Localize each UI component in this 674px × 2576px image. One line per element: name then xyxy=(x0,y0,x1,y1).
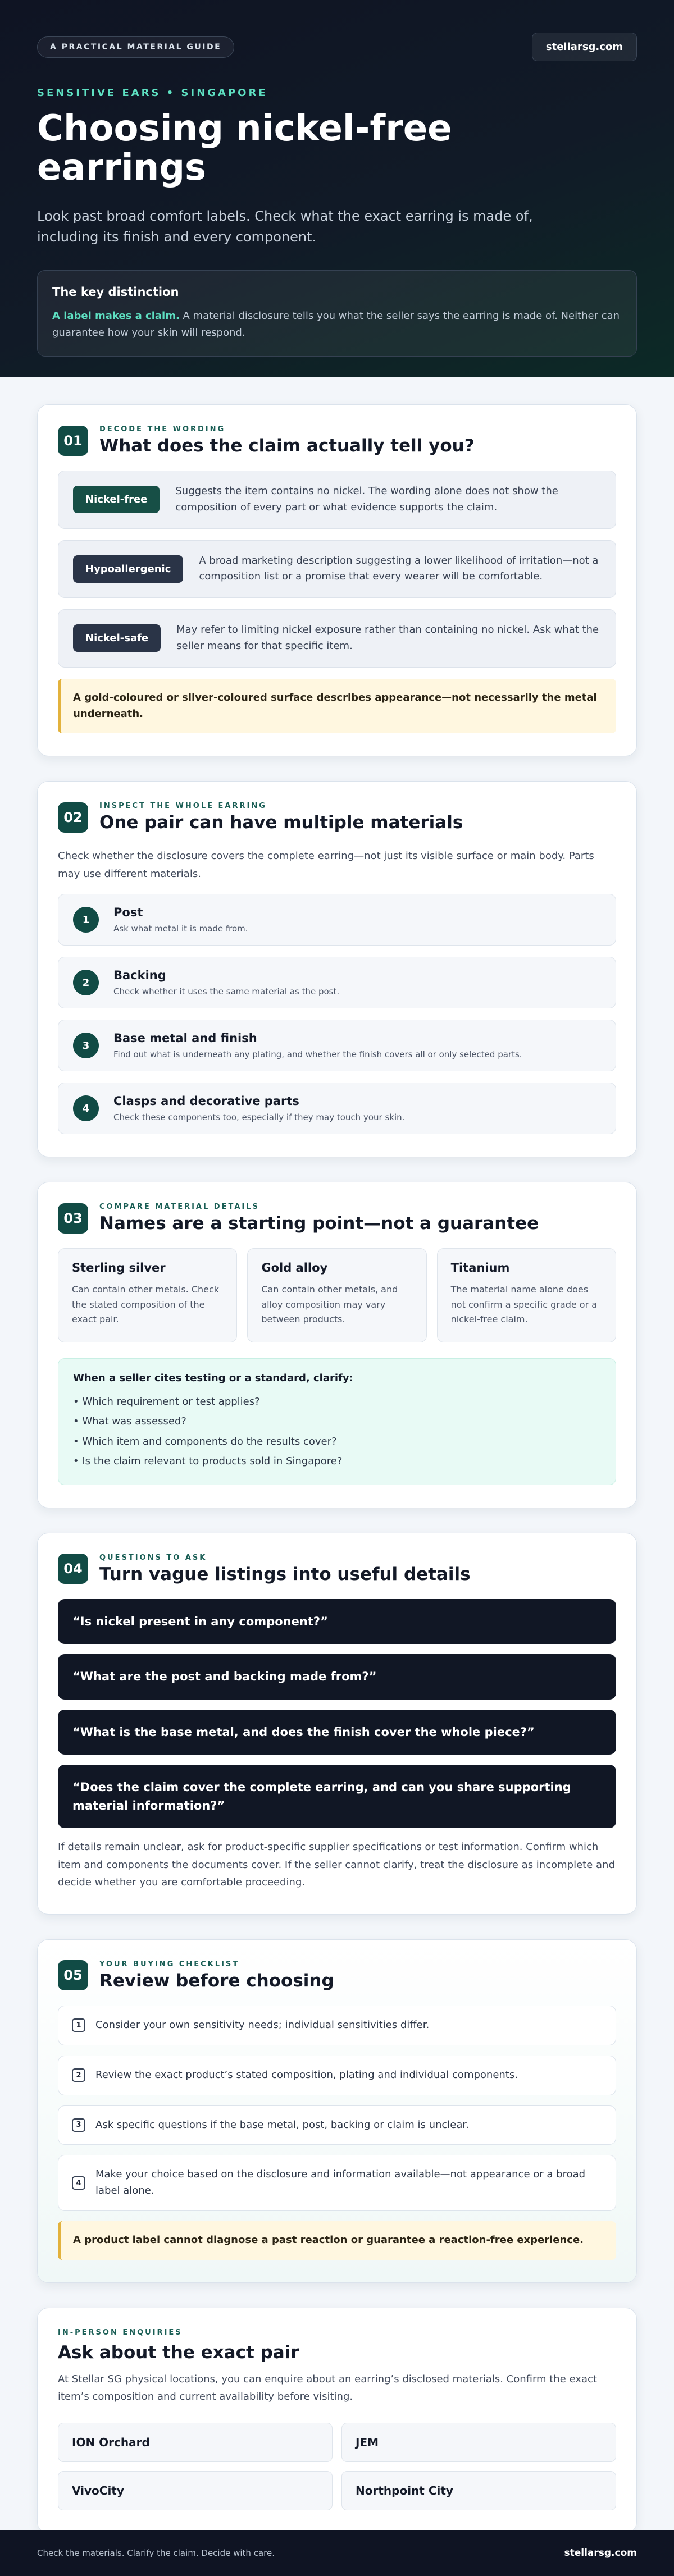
term-tag: Nickel-free xyxy=(73,486,160,513)
checkbox-icon[interactable]: 4 xyxy=(72,2176,85,2190)
material-text: Can contain other metals, and alloy composition may vary between products. xyxy=(261,1284,398,1325)
material-grid xyxy=(58,1248,616,1342)
section-title: What does the claim actually tell you? xyxy=(99,436,475,456)
term-row-nickel-free xyxy=(58,471,616,529)
checklist-text: Consider your own sensitivity needs; individual sensitivities differ. xyxy=(95,2018,430,2031)
checklist-item[interactable] xyxy=(58,2056,616,2095)
step-title: Post xyxy=(113,906,143,920)
material-title: Gold alloy xyxy=(261,1261,328,1275)
guide-pill: A PRACTICAL MATERIAL GUIDE xyxy=(37,36,234,58)
section-decode-wording xyxy=(37,404,637,756)
step-number: 2 xyxy=(73,970,99,995)
component-step xyxy=(58,957,616,1008)
term-description: May refer to limiting nickel exposure rather than containing no nickel. Ask what the seller means for that specific item. xyxy=(176,624,599,652)
hero-lead: Look past broad comfort labels. Check what the exact earring is made of, including its finish and every component. xyxy=(37,208,533,245)
section-number-badge: 01 xyxy=(58,426,88,456)
appearance-warning: A gold-coloured or silver-coloured surface describes appearance—not necessarily the metal underneath. xyxy=(58,679,616,734)
checkbox-icon[interactable]: 3 xyxy=(72,2118,85,2132)
section-eyebrow: IN-PERSON ENQUIRIES xyxy=(58,2328,183,2337)
section-header xyxy=(58,802,616,833)
main-content xyxy=(0,377,674,2533)
section-number-badge: 04 xyxy=(58,1554,88,1584)
section-compare-materials xyxy=(37,1182,637,1508)
checklist-text: Ask specific questions if the base metal, post, backing or claim is unclear. xyxy=(95,2118,469,2131)
key-distinction-text xyxy=(52,308,622,341)
section-number-badge: 03 xyxy=(58,1203,88,1234)
page-title: Choosing nickel-free earrings xyxy=(37,108,452,189)
section-title: Ask about the exact pair xyxy=(58,2342,299,2363)
question-card: “What are the post and backing made from?” xyxy=(58,1654,616,1700)
step-text: Check these components too, especially if they may touch your skin. xyxy=(113,1112,405,1123)
questions-note: If details remain unclear, ask for product-specific supplier specifications or test information. Confirm which item and components the documents cover. If the seller cannot clarify, treat the disclosure as incomplete and decide whether you are comfortable proceeding. xyxy=(58,1841,615,1889)
material-title: Sterling silver xyxy=(72,1261,166,1275)
section-eyebrow: DECODE THE WORDING xyxy=(99,425,226,433)
section-checklist xyxy=(37,1939,637,2283)
location-vivocity[interactable]: VivoCity xyxy=(58,2471,333,2510)
step-number: 1 xyxy=(73,907,99,933)
section-header xyxy=(58,425,616,456)
section-eyebrow: YOUR BUYING CHECKLIST xyxy=(99,1960,240,1968)
key-distinction-title: The key distinction xyxy=(52,285,179,299)
material-text: Can contain other metals. Check the stated composition of the exact pair. xyxy=(72,1284,220,1325)
location-northpoint-city[interactable]: Northpoint City xyxy=(341,2471,616,2510)
hero-eyebrow: SENSITIVE EARS • SINGAPORE xyxy=(37,87,268,99)
step-text: Ask what metal it is made from. xyxy=(113,924,248,934)
section-eyebrow: QUESTIONS TO ASK xyxy=(99,1553,207,1562)
checklist-text: Make your choice based on the disclosure and information available—not appearance or a broad label alone. xyxy=(95,2168,586,2197)
list-item: • What was assessed? xyxy=(73,1412,601,1431)
section-in-person xyxy=(37,2308,637,2533)
section-number-badge: 02 xyxy=(58,802,88,833)
site-link-button[interactable]: stellarsg.com xyxy=(532,33,637,61)
label-warning: A product label cannot diagnose a past reaction or guarantee a reaction-free experience. xyxy=(58,2221,616,2260)
material-card-sterling-silver xyxy=(58,1248,237,1342)
location-grid xyxy=(58,2423,616,2510)
checklist-item[interactable] xyxy=(58,2105,616,2145)
clarify-list xyxy=(73,1392,601,1470)
component-step xyxy=(58,1020,616,1071)
in-person-text: At Stellar SG physical locations, you can enquire about an earring’s disclosed materials. Confirm the exact item’s composition and current availability before visiting. xyxy=(58,2373,597,2403)
term-description: Suggests the item contains no nickel. The wording alone does not show the composition of every part or what evidence supports the claim. xyxy=(175,485,558,513)
footer xyxy=(0,2530,674,2576)
step-number: 3 xyxy=(73,1033,99,1058)
material-card-gold-alloy xyxy=(247,1248,426,1342)
footer-site-link[interactable]: stellarsg.com xyxy=(564,2547,637,2559)
component-step xyxy=(58,1083,616,1134)
question-card: “Is nickel present in any component?” xyxy=(58,1599,616,1645)
key-distinction-body: A material disclosure tells you what the seller says the earring is made of. Neither can guarantee how your skin will respond. xyxy=(52,310,620,339)
step-title: Backing xyxy=(113,969,166,983)
step-title: Base metal and finish xyxy=(113,1031,257,1045)
step-text: Check whether it uses the same material as the post. xyxy=(113,986,340,997)
checkbox-icon[interactable]: 2 xyxy=(72,2068,85,2082)
section-title: One pair can have multiple materials xyxy=(99,812,463,833)
section-title: Names are a starting point—not a guarantee xyxy=(99,1213,539,1234)
section-eyebrow: COMPARE MATERIAL DETAILS xyxy=(99,1203,259,1212)
step-number: 4 xyxy=(73,1095,99,1121)
clarify-box xyxy=(58,1358,616,1485)
footer-tagline: Check the materials. Clarify the claim. Decide with care. xyxy=(37,2548,275,2558)
question-card: “Does the claim cover the complete earring, and can you share supporting material information?” xyxy=(58,1765,616,1828)
checklist-item[interactable] xyxy=(58,2006,616,2045)
list-item: • Which requirement or test applies? xyxy=(73,1392,601,1412)
checklist-text: Review the exact product’s stated composition, plating and individual components. xyxy=(95,2068,518,2081)
checklist-item[interactable] xyxy=(58,2155,616,2211)
component-step xyxy=(58,894,616,946)
material-card-titanium xyxy=(437,1248,616,1342)
location-jem[interactable]: JEM xyxy=(341,2423,616,2462)
term-tag: Hypoallergenic xyxy=(73,555,183,583)
hero-top-bar xyxy=(37,33,637,61)
material-text: The material name alone does not confirm a specific grade or a nickel-free claim. xyxy=(450,1284,598,1325)
section-intro: Check whether the disclosure covers the complete earring—not just its visible surface or main body. Parts may use different materials. xyxy=(58,850,594,880)
question-card: “What is the base metal, and does the finish cover the whole piece?” xyxy=(58,1710,616,1755)
step-title: Clasps and decorative parts xyxy=(113,1094,299,1108)
material-title: Titanium xyxy=(450,1261,510,1275)
section-header xyxy=(58,1203,616,1234)
term-row-hypoallergenic xyxy=(58,540,616,599)
hero-section xyxy=(0,0,674,377)
step-text: Find out what is underneath any plating, and whether the finish covers all or only selected parts. xyxy=(113,1049,522,1060)
checkbox-icon[interactable]: 1 xyxy=(72,2018,85,2032)
section-title: Review before choosing xyxy=(99,1970,334,1991)
term-description: A broad marketing description suggesting a lower likelihood of irritation—not a composition list or a promise that every wearer will be comfortable. xyxy=(199,554,599,583)
key-distinction-bold: A label makes a claim. xyxy=(52,310,180,322)
term-tag: Nickel-safe xyxy=(73,624,161,652)
section-title: Turn vague listings into useful details xyxy=(99,1564,471,1584)
key-distinction-box xyxy=(37,270,637,356)
clarify-title: When a seller cites testing or a standard, clarify: xyxy=(73,1372,353,1385)
location-ion-orchard[interactable]: ION Orchard xyxy=(58,2423,333,2462)
list-item: • Is the claim relevant to products sold in Singapore? xyxy=(73,1451,601,1471)
section-eyebrow: INSPECT THE WHOLE EARRING xyxy=(99,802,267,811)
section-number-badge: 05 xyxy=(58,1960,88,1990)
list-item: • Which item and components do the results cover? xyxy=(73,1432,601,1451)
section-inspect-earring xyxy=(37,781,637,1157)
section-questions xyxy=(37,1533,637,1915)
section-header xyxy=(58,1554,616,1584)
section-header xyxy=(58,1960,616,1991)
term-row-nickel-safe xyxy=(58,609,616,668)
